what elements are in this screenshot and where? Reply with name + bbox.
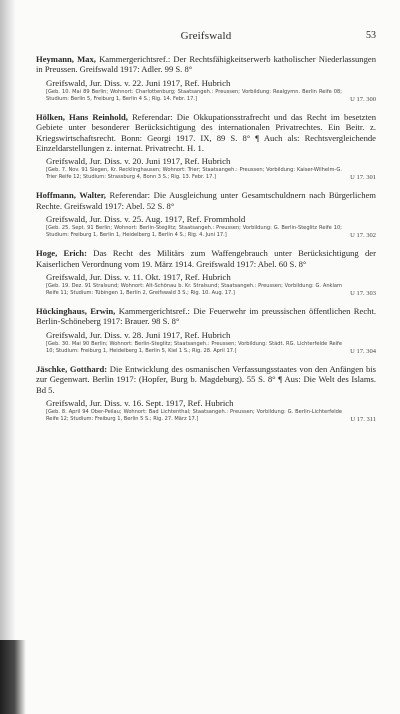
list-item	[36, 248, 376, 297]
call-number: U 17. 303	[350, 290, 376, 298]
entry-author: Jäschke, Gotthard:	[36, 363, 108, 374]
entry-details	[36, 89, 376, 103]
diss-info: Greifswald, Jur. Diss. v. 16. Sept. 1917, Ref. Hubrich	[46, 398, 234, 409]
details-text: [Geb. 10. Mai 89 Berlin; Wohnort: Charlottenburg; Staatsangeh.: Preussen; Vorbildung: Realgymn. Berlin Reife 08; Studium: Berlin 5, Freiburg 1, Berlin 4 S.; Rig. 14. Febr. 17.]	[46, 88, 342, 102]
entry-author: Hückinghaus, Erwin,	[36, 306, 116, 317]
entry-title: Referendar: Die Okkupationsstrafrecht und das Recht im besetzten Gebiete unter besonderer Berücksichtigung des internationalen Privatrechtes. Ein Beitr. z. Kriegswirtschaftsrecht. Bonn: Georgi 1917. IX, 89 S. 8° ¶ Auch als: Rechtsvergleichende Einzeldarstellungen z. internat. Privatrecht. H. 1.	[36, 111, 376, 154]
entry-details	[36, 225, 376, 239]
diss-info: Greifswald, Jur. Diss. v. 22. Juni 1917, Ref. Hubrich	[46, 77, 231, 88]
details-text: [Geb. 30. Mai 90 Berlin; Wohnort: Berlin-Steglitz; Staatsangeh.: Preussen; Vorbildung: Städt. RG. Lichterfelde Reife 10; Studium: Freiburg 1, Heidelberg 1, Berlin 5, Kiel 1 S.; Rig. 28. April 17.]	[46, 340, 342, 354]
list-item	[36, 364, 376, 423]
entry-author: Hölken, Hans Reinhold,	[36, 111, 128, 122]
entry-title: Referendar: Die Ausgleichung unter Gesamtschuldnern nach Bürgerlichem Rechte. Greifswald 1917: Abel. 52 S. 8°	[36, 190, 376, 211]
diss-info: Greifswald, Jur. Diss. v. 11. Okt. 1917, Ref. Hubrich	[46, 272, 231, 283]
entry-title: Die Entwicklung des osmanischen Verfassungsstaates von den Anfängen bis zur Gegenwart. Berlin 1917: (Hopfer, Burg b. Magdeburg). 55 S. 8° ¶ Aus: Die Welt des Islams. Bd 5.	[36, 363, 376, 395]
entry-author: Hoffmann, Walter,	[36, 190, 106, 201]
page-number: 53	[366, 30, 376, 41]
details-text: [Geb. 19. Dez. 91 Stralsund; Wohnort: Alt-Schönau b. Kr. Stralsund; Staatsangeh.: Preussen; Vorbildung: G. Anklam Reife 11; Studium: Tübingen 1, Berlin 2, Greifswald 3 S.; Rig. 10. Aug. 17.]	[46, 283, 342, 297]
call-number: U 17. 301	[350, 174, 376, 182]
list-item	[36, 190, 376, 239]
details-text: [Geb. 25. Sept. 91 Berlin; Wohnort: Berlin-Steglitz; Staatsangeh.: Preussen; Vorbildung: G. Berlin-Steglitz Reife 10; Studium: Freiburg 1, Berlin 1, Heidelberg 1, Berlin 4 S.; Rig. 4. Juni 17.]	[46, 225, 342, 239]
entry-details	[36, 167, 376, 181]
list-item	[36, 306, 376, 355]
page-header	[36, 30, 376, 44]
diss-info: Greifswald, Jur. Diss. v. 28. Juni 1917, Ref. Hubrich	[46, 329, 231, 340]
entry-citation	[36, 364, 376, 395]
entry-details	[36, 409, 376, 423]
entry-title: Kammergerichtsref.: Der Rechtsfähigkeitserwerb katholischer Niederlassungen in Preussen. Greifswald 1917: Adler. 99 S. 8°	[36, 54, 376, 75]
entry-citation	[36, 248, 376, 269]
entry-details	[36, 283, 376, 297]
details-text: [Geb. 8. April 94 Ober-Peilau; Wohnort: Bad Lichtenthal; Staatsangeh.: Preussen; Vorbildung: G. Berlin-Lichterfelde Reife 12; Studium: Freiburg 1, Berlin 5 S.; Rig. 27. März 17.]	[46, 409, 342, 423]
dissertation-list	[36, 54, 376, 432]
list-item	[36, 112, 376, 182]
entry-diss-line	[36, 214, 376, 225]
entry-diss-line	[36, 272, 376, 283]
call-number: U 17. 302	[350, 232, 376, 240]
entry-citation	[36, 306, 376, 327]
entry-diss-line	[36, 398, 376, 409]
diss-info: Greifswald, Jur. Diss. v. 20. Juni 1917, Ref. Hubrich	[46, 156, 231, 167]
list-item	[36, 54, 376, 103]
running-title: Greifswald	[180, 30, 232, 42]
call-number: U 17. 311	[350, 416, 376, 424]
entry-title: Das Recht des Militärs zum Waffengebrauch unter Berücksichtigung der Kaiserlichen Verordnung vom 19. März 1914. Greifswald 1917: Abel. 60 S. 8°	[36, 248, 376, 269]
page-binding-edge	[0, 0, 16, 714]
entry-author: Hoge, Erich:	[36, 248, 87, 259]
diss-info: Greifswald, Jur. Diss. v. 25. Aug. 1917, Ref. Frommhold	[46, 214, 246, 225]
entry-citation	[36, 190, 376, 211]
entry-diss-line	[36, 78, 376, 89]
call-number: U 17. 300	[350, 95, 376, 103]
details-text: [Geb. 7. Nov. 91 Siegen, Kr. Recklinghausen; Wohnort: Trier; Staatsangeh.: Preussen; Vorbildung: Kaiser-Wilhelm-G. Trier Reife 12; Studium: Strassburg 4, Bonn 3 S.; Rig. 13. Febr. 17.]	[46, 167, 342, 181]
entry-citation	[36, 54, 376, 75]
entry-author: Heymann, Max,	[36, 54, 96, 64]
entry-details	[36, 341, 376, 355]
entry-diss-line	[36, 156, 376, 167]
entry-citation	[36, 112, 376, 154]
entry-title: Kammergerichtsref.: Die Feuerwehr im preussischen öffentlichen Recht. Berlin-Schöneberg 1917: Brauer. 98 S. 8°	[36, 306, 376, 327]
scan-shadow	[0, 640, 26, 714]
call-number: U 17. 304	[350, 347, 376, 355]
entry-diss-line	[36, 330, 376, 341]
